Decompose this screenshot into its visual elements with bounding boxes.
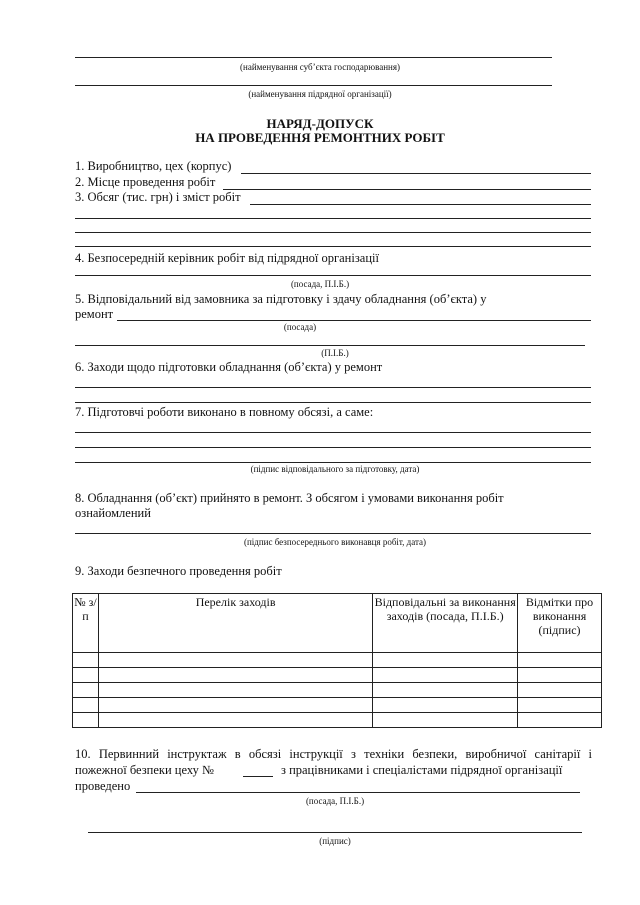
entity-name-caption: (найменування суб’єкта господарювання) [240,62,400,72]
item-5-position-field[interactable] [117,320,591,321]
table-header-row [73,594,602,653]
item-4-caption: (посада, П.І.Б.) [290,279,350,289]
entity-name-line[interactable] [75,57,552,58]
item-5-label-cont: ремонт [75,307,114,321]
item-8-field[interactable] [75,533,591,534]
document-title: НАРЯД-ДОПУСК [266,116,374,131]
table-row[interactable] [73,668,602,683]
item-10-label-cont3: проведено [75,779,131,793]
item-3-field[interactable] [250,204,591,205]
safety-measures-table [72,593,602,728]
item-10-label-cont2: з працівниками і спеціалістами підрядної організації [281,763,563,777]
signature-caption: (підпис) [319,836,351,846]
item-3-field-extra[interactable] [75,218,591,219]
item-7-field[interactable] [75,462,591,463]
item-8-label-cont: ознайомлений [75,506,151,520]
item-4-field[interactable] [75,275,591,276]
item-10-field[interactable] [136,792,580,793]
item-5-label: 5. Відповідальний від замовника за підготовку і здачу обладнання (об’єкта) у [75,292,487,306]
col-responsible-header: Відповідальні за виконання заходів (посада, П.І.Б.) [373,594,518,653]
item-10-label: 10. Первинний інструктаж в обсязі інструкції з техніки безпеки, виробничої санітарії і [75,747,592,761]
contractor-name-line[interactable] [75,85,552,86]
item-3-field-extra[interactable] [75,246,591,247]
item-4-label: 4. Безпосередній керівник робіт від підрядної організації [75,251,379,265]
item-5-position-caption: (посада) [283,322,317,332]
item-8-caption: (підпис безпосереднього виконавця робіт, дата) [243,537,427,547]
item-1-field[interactable] [241,173,591,174]
item-10-caption: (посада, П.І.Б.) [305,796,365,806]
item-2-field[interactable] [223,189,591,190]
shop-number-field[interactable] [243,776,273,777]
contractor-name-caption: (найменування підрядної організації) [248,89,392,99]
item-3-label: 3. Обсяг (тис. грн) і зміст робіт [75,190,241,204]
item-8-label: 8. Обладнання (об’єкт) прийнято в ремонт. З обсягом і умовами виконання робіт [75,491,504,505]
signature-field[interactable] [88,832,582,833]
item-7-label: 7. Підготовчі роботи виконано в повному обсязі, а саме: [75,405,374,419]
table-row[interactable] [73,698,602,713]
item-1-label: 1. Виробництво, цех (корпус) [75,159,232,173]
item-5-name-field[interactable] [75,345,585,346]
document-subtitle: НА ПРОВЕДЕННЯ РЕМОНТНИХ РОБІТ [195,130,445,145]
item-6-field[interactable] [75,387,591,388]
item-2-label: 2. Місце проведення робіт [75,175,216,189]
table-row[interactable] [73,683,602,698]
col-measures-header: Перелік заходів [98,594,372,653]
item-5-name-caption: (П.І.Б.) [321,348,349,358]
item-6-label: 6. Заходи щодо підготовки обладнання (об’єкта) у ремонт [75,360,383,374]
item-10-label-cont: пожежної безпеки цеху № [75,763,214,777]
col-number-header: № з/п [73,594,99,653]
col-marks-header: Відмітки про виконання (підпис) [518,594,602,653]
item-6-field[interactable] [75,402,591,403]
item-7-caption: (підпис відповідального за підготовку, дата) [250,464,420,474]
table-row[interactable] [73,653,602,668]
item-9-label: 9. Заходи безпечного проведення робіт [75,564,282,578]
item-7-field[interactable] [75,447,591,448]
item-7-field[interactable] [75,432,591,433]
table-row[interactable] [73,713,602,728]
item-3-field-extra[interactable] [75,232,591,233]
